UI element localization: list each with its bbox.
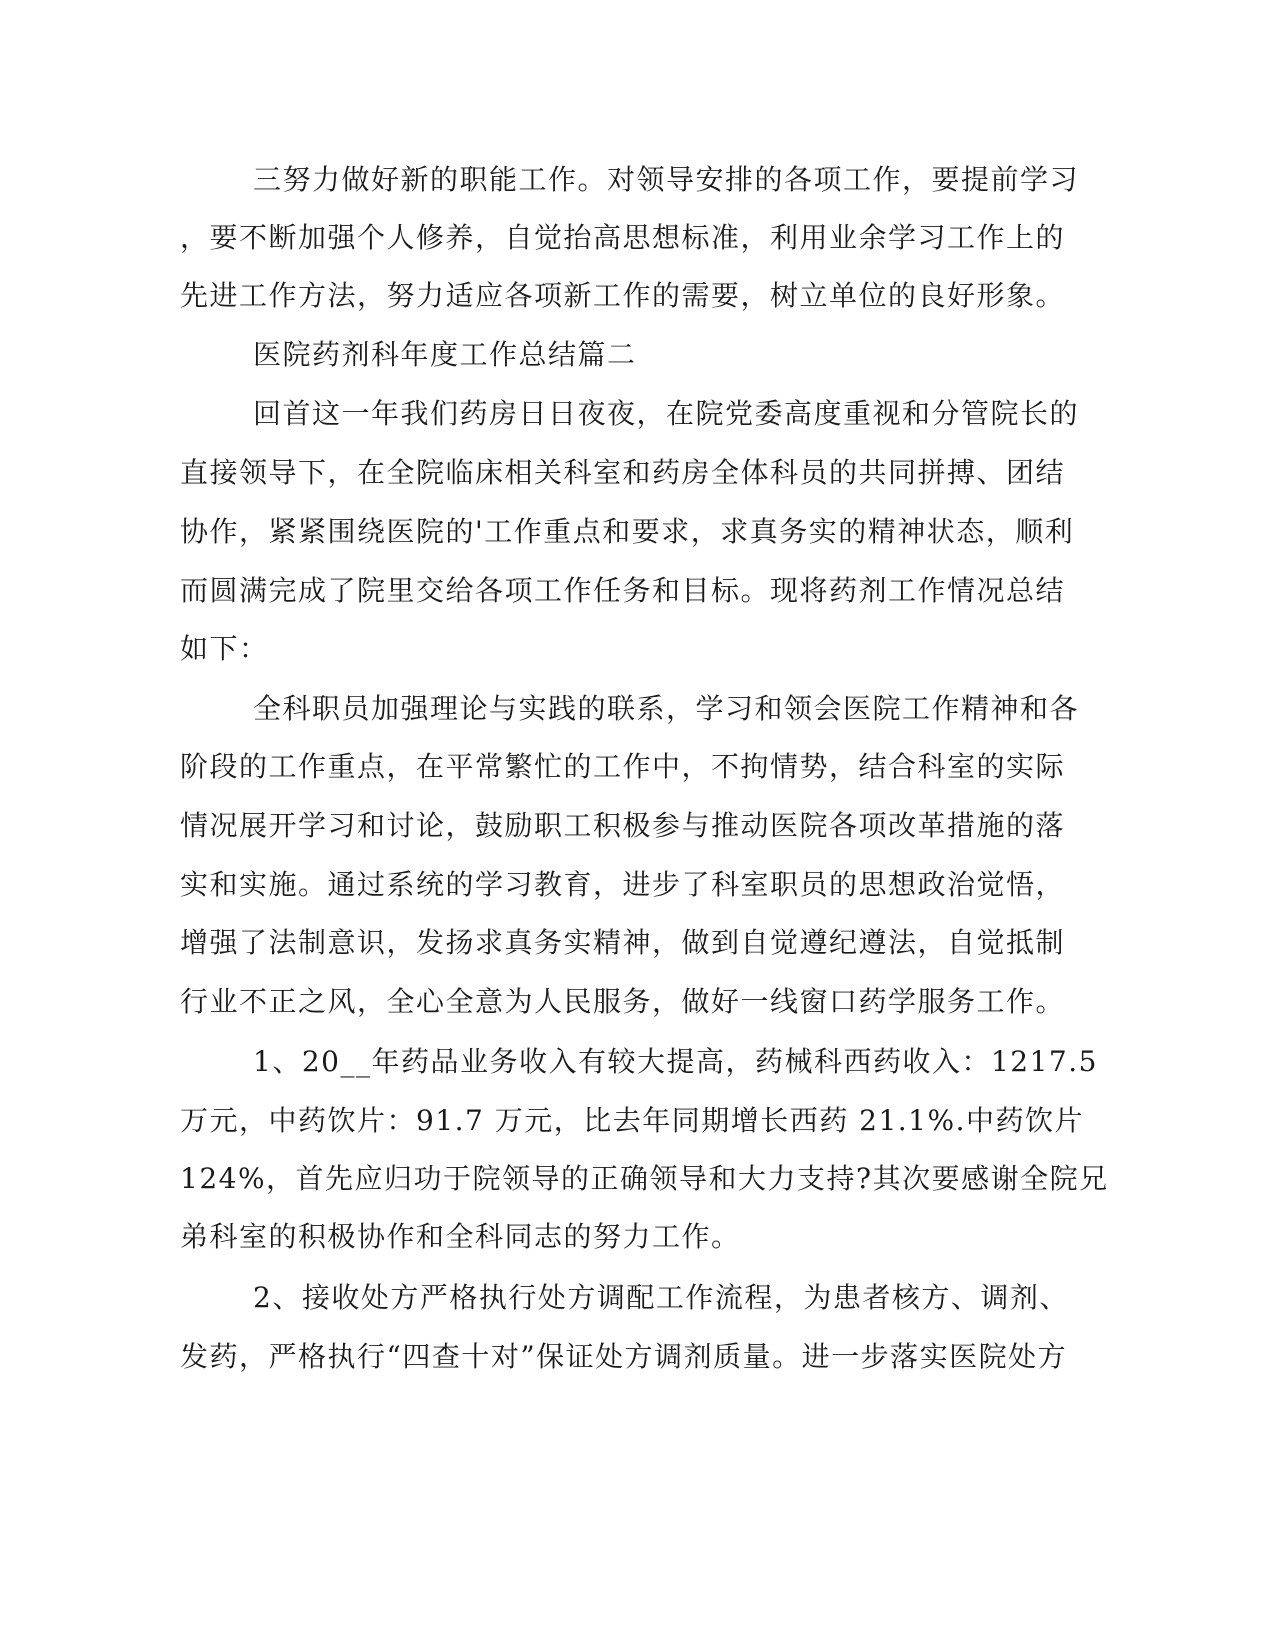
text-line: 124%，首先应归功于院领导的正确领导和大力支持?其次要感谢全院兄 (180, 1162, 1109, 1195)
text-line: ，要不断加强个人修养，自觉抬高思想标准，利用业余学习工作上的 (180, 221, 1066, 254)
text-line: 1、20__年药品业务收入有较大提高，药械科西药收入：1217.5 (253, 1045, 1098, 1078)
text-line: 阶段的工作重点，在平常繁忙的工作中，不拘情势，结合科室的实际 (180, 750, 1066, 783)
text-line: 万元，中药饮片：91.7 万元，比去年同期增长西药 21.1%.中药饮片 (180, 1104, 1084, 1137)
text-line: 回首这一年我们药房日日夜夜，在院党委高度重视和分管院长的 (253, 397, 1080, 430)
text-line: 三努力做好新的职能工作。对领导安排的各项工作，要提前学习 (253, 163, 1080, 196)
text-line: 增强了法制意识，发扬求真务实精神，做到自觉遵纪遵法，自觉抵制 (180, 926, 1066, 959)
text-line: 如下： (180, 632, 269, 665)
text-line: 直接领导下，在全院临床相关科室和药房全体科员的共同拼搏、团结 (180, 456, 1066, 489)
text-line: 协作，紧紧围绕医院的'工作重点和要求，求真务实的精神状态，顺利 (180, 515, 1075, 548)
text-line: 情况展开学习和讨论，鼓励职工积极参与推动医院各项改革措施的落 (180, 809, 1066, 842)
text-line: 行业不正之风，全心全意为人民服务，做好一线窗口药学服务工作。 (180, 985, 1066, 1018)
text-line: 实和实施。通过系统的学习教育，进步了科室职员的思想政治觉悟， (180, 868, 1066, 901)
text-line: 弟科室的积极协作和全科同志的努力工作。 (180, 1220, 741, 1253)
text-line: 全科职员加强理论与实践的联系，学习和领会医院工作精神和各 (253, 692, 1080, 725)
section-heading: 医院药剂科年度工作总结篇二 (253, 338, 637, 371)
text-line: 而圆满完成了院里交给各项工作任务和目标。现将药剂工作情况总结 (180, 574, 1066, 607)
text-line: 2、接收处方严格执行处方调配工作流程，为患者核方、调剂、 (253, 1281, 1069, 1314)
text-line: 发药，严格执行“四查十对”保证处方调剂质量。进一步落实医院处方 (180, 1340, 1068, 1373)
text-line: 先进工作方法，努力适应各项新工作的需要，树立单位的良好形象。 (180, 279, 1066, 312)
